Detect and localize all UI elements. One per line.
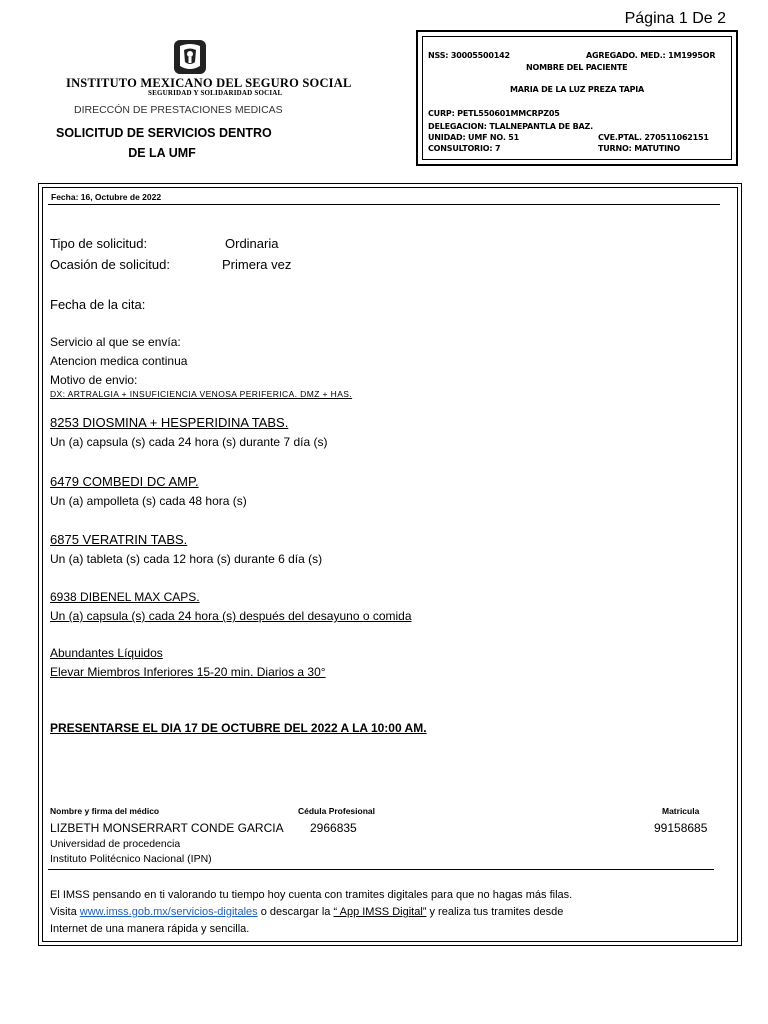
document-title-line2: DE LA UMF [128, 146, 196, 160]
prescription-dose: Un (a) ampolleta (s) cada 48 hora (s) [50, 494, 247, 508]
cve-ptal: CVE.PTAL. 270511062151 [598, 133, 709, 142]
patient-info-box [416, 30, 738, 166]
page-number: Página 1 De 2 [624, 10, 726, 27]
tipo-solicitud-value: Ordinaria [225, 236, 279, 251]
fecha-cita-label: Fecha de la cita: [50, 297, 146, 312]
cedula-label: Cédula Profesional [298, 806, 375, 816]
matricula-label: Matricula [662, 806, 700, 816]
prescription-dose: Un (a) capsula (s) cada 24 hora (s) después del desayuno o comida [50, 609, 412, 623]
patient-name: MARIA DE LA LUZ PREZA TAPIA [510, 85, 645, 94]
ocasion-solicitud-label: Ocasión de solicitud: [50, 257, 170, 272]
doctor-divider [48, 869, 714, 870]
consultorio: CONSULTORIO: 7 [428, 144, 501, 153]
doctor-name-label: Nombre y firma del médico [50, 806, 160, 816]
prescription-name: 6875 VERATRIN TABS. [50, 532, 188, 547]
appointment-instruction: PRESENTARSE EL DIA 17 DE OCTUBRE DEL 2022 A LA 10:00 AM. [50, 721, 427, 735]
footer-line2 [50, 906, 563, 918]
indication-elevate-legs: Elevar Miembros Inferiores 15-20 min. Diarios a 30° [50, 665, 326, 679]
request-date: Fecha: 16, Octubre de 2022 [51, 192, 162, 202]
footer-line2-end: y realiza tus tramites desde [429, 906, 564, 918]
footer-download-text: o descargar la [260, 906, 331, 918]
agregado-medico: AGREGADO. MED.: 1M1995OR [586, 51, 716, 60]
tipo-solicitud-label: Tipo de solicitud: [50, 236, 148, 251]
turno: TURNO: MATUTINO [598, 144, 681, 153]
university-value: Instituto Politécnico Nacional (IPN) [50, 853, 212, 865]
imss-logo [168, 38, 212, 78]
footer-line3: Internet de una manera rápida y sencilla. [50, 923, 250, 935]
prescription-dose: Un (a) capsula (s) cada 24 hora (s) durante 7 día (s) [50, 435, 328, 449]
direction-label: DIRECCÓN DE PRESTACIONES MEDICAS [74, 104, 283, 116]
prescription-dose: Un (a) tableta (s) cada 12 hora (s) durante 6 día (s) [50, 552, 323, 566]
institution-name: INSTITUTO MEXICANO DEL SEGURO SOCIAL [66, 76, 352, 90]
institution-subtitle: SEGURIDAD Y SOLIDARIDAD SOCIAL [148, 89, 283, 97]
ocasion-solicitud-value: Primera vez [222, 257, 292, 272]
matricula-value: 99158685 [654, 821, 708, 835]
cedula-value: 2966835 [310, 821, 357, 835]
servicio-value: Atencion medica continua [50, 354, 188, 368]
app-name: “ App IMSS Digital” [333, 906, 427, 918]
prescription-name: 6938 DIBENEL MAX CAPS. [50, 590, 200, 604]
unidad: UNIDAD: UMF NO. 51 [428, 133, 520, 142]
diagnosis: DX: ARTRALGIA + INSUFICIENCIA VENOSA PERIFERICA. DMZ + HAS. [50, 389, 353, 399]
document-title-line1: SOLICITUD DE SERVICIOS DENTRO [56, 126, 272, 140]
motivo-label: Motivo de envio: [50, 373, 138, 387]
indication-liquids: Abundantes Líquidos [50, 646, 163, 660]
prescription-name: 6479 COMBEDI DC AMP. [50, 474, 199, 489]
footer-visit-text: Visita [50, 906, 77, 918]
university-label: Universidad de procedencia [50, 838, 181, 850]
prescription-name: 8253 DIOSMINA + HESPERIDINA TABS. [50, 415, 289, 430]
servicio-label: Servicio al que se envía: [50, 335, 181, 349]
digital-services-link[interactable]: www.imss.gob.mx/servicios-digitales [79, 906, 258, 918]
delegacion: DELEGACION: TLALNEPANTLA DE BAZ. [428, 122, 593, 131]
date-divider [48, 204, 720, 205]
curp: CURP: PETL550601MMCRPZ05 [428, 109, 560, 118]
footer-line1: El IMSS pensando en ti valorando tu tiempo hoy cuenta con tramites digitales para que no hagas más filas. [50, 889, 573, 901]
doctor-name: LIZBETH MONSERRART CONDE GARCIA [50, 821, 284, 835]
patient-name-label: NOMBRE DEL PACIENTE [526, 63, 628, 72]
nss: NSS: 30005500142 [428, 51, 510, 60]
